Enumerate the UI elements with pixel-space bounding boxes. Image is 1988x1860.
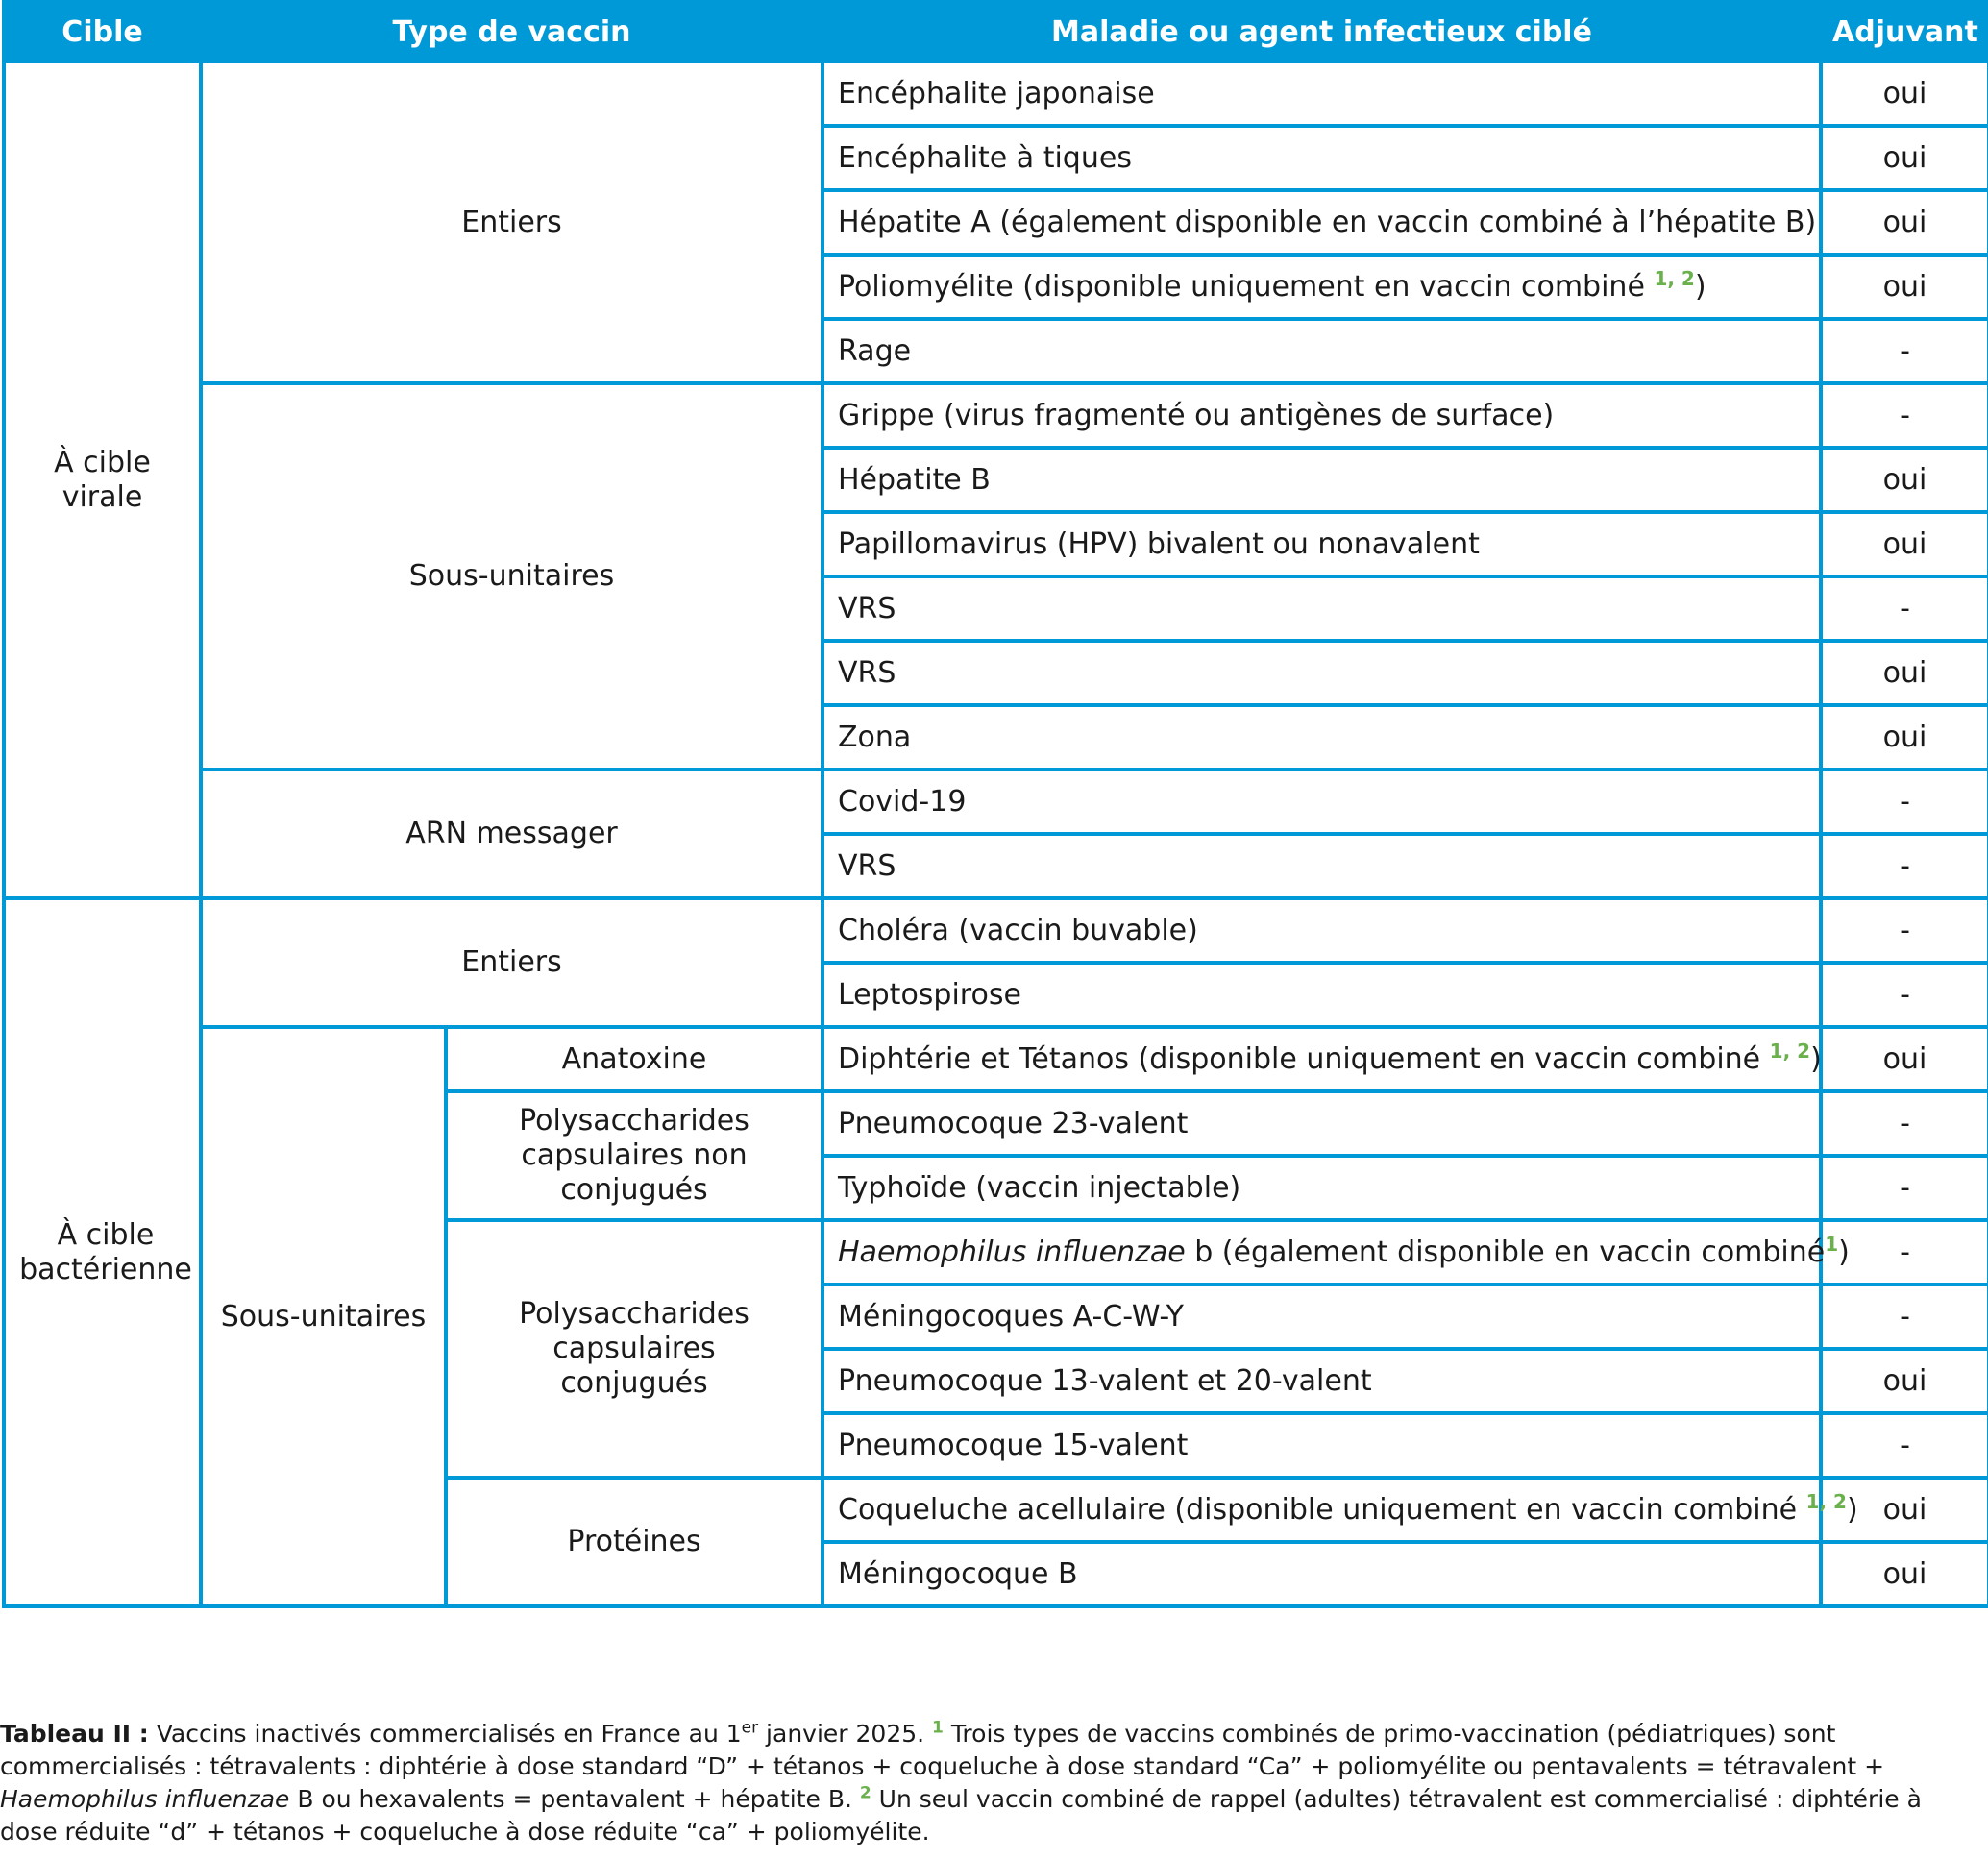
adjuvant-cell: oui (1821, 512, 1988, 576)
group-bacterienne: À cible bactérienne (4, 898, 201, 1606)
disease-name: Diphtérie et Tétanos (disponible uniquement en vaccin combiné (838, 1041, 1770, 1076)
disease-italic: Haemophilus influenzae (838, 1235, 1186, 1269)
disease-cell (822, 898, 1821, 963)
adjuvant-cell: - (1821, 1091, 1988, 1156)
disease-name: VRS (838, 655, 896, 690)
header-maladie: Maladie ou agent infectieux ciblé (822, 2, 1821, 61)
disease-name: Encéphalite japonaise (838, 76, 1155, 110)
disease-name: Encéphalite à tiques (838, 140, 1132, 175)
header-adjuvant: Adjuvant (1821, 2, 1988, 61)
disease-name: Poliomyélite (disponible uniquement en vaccin combiné (838, 269, 1655, 304)
caption-text: B ou hexavalents = pentavalent + hépatite B. (289, 1785, 860, 1813)
header-cible: Cible (4, 2, 201, 61)
vaccine-table (2, 0, 1988, 1608)
adjuvant-cell: oui (1821, 61, 1988, 126)
disease-name: Pneumocoque 13-valent et 20-valent (838, 1363, 1372, 1398)
type-sous-unitaires-viral: Sous-unitaires (201, 383, 822, 770)
adjuvant-cell: oui (1821, 126, 1988, 190)
disease-cell (822, 1542, 1821, 1606)
caption-italic: Haemophilus influenzae (0, 1785, 290, 1813)
disease-name: b (également disponible en vaccin combiné (1185, 1235, 1826, 1269)
footnote-marker: 1 (1825, 1232, 1839, 1256)
disease-cell (822, 61, 1821, 126)
footnote-marker: 1, 2 (1654, 266, 1695, 290)
adjuvant-cell: - (1821, 576, 1988, 641)
adjuvant-cell: - (1821, 319, 1988, 383)
adjuvant-cell: oui (1821, 1027, 1988, 1091)
disease-name: Grippe (virus fragmenté ou antigènes de surface) (838, 398, 1555, 432)
disease-cell (822, 448, 1821, 512)
caption-text: janvier 2025. (758, 1720, 933, 1748)
disease-cell (822, 1220, 1850, 1285)
adjuvant-cell: oui (1821, 1542, 1988, 1606)
disease-cell (822, 126, 1821, 190)
disease-cell (822, 1091, 1821, 1156)
adjuvant-cell: - (1821, 383, 1988, 448)
adjuvant-cell: oui (1821, 448, 1988, 512)
disease-cell (822, 383, 1821, 448)
type-arn-messager: ARN messager (201, 770, 822, 898)
adjuvant-cell: - (1821, 834, 1988, 898)
disease-cell (822, 190, 1821, 255)
header-type: Type de vaccin (201, 2, 822, 61)
footnote-marker: 1, 2 (1769, 1039, 1811, 1063)
disease-name-suffix: ) (1838, 1235, 1850, 1269)
disease-name: Méningocoques A-C-W-Y (838, 1299, 1184, 1334)
disease-name-suffix: ) (1846, 1492, 1858, 1527)
adjuvant-cell: - (1821, 1285, 1988, 1349)
disease-cell (822, 1027, 1821, 1091)
disease-name: Typhoïde (vaccin injectable) (838, 1170, 1241, 1205)
disease-name: Pneumocoque 15-valent (838, 1428, 1189, 1462)
disease-cell (822, 512, 1821, 576)
disease-name: Leptospirose (838, 977, 1021, 1012)
caption-label: Tableau II : (0, 1720, 149, 1748)
disease-cell (822, 1156, 1821, 1220)
disease-cell (822, 1478, 1858, 1542)
table-caption (0, 1718, 1985, 1848)
disease-cell (822, 770, 1821, 834)
type-entiers-bacterien: Entiers (201, 898, 822, 1027)
disease-cell (822, 255, 1821, 319)
disease-cell (822, 319, 1821, 383)
disease-name: Coqueluche acellulaire (disponible uniquement en vaccin combiné (838, 1492, 1806, 1527)
group-virale: À cible virale (4, 61, 201, 898)
table-header-row (4, 2, 1988, 61)
disease-name: VRS (838, 848, 896, 883)
disease-cell (822, 576, 1821, 641)
caption-text: Trois types de vaccins combinés de primo-vaccination (pédiatriques) sont commercialisés : tétravalents : diphtérie à dose standard “D” + tétanos + coqueluche à dose standard “Ca” + poliomyélite ou pentavalents = tétravalent + (0, 1720, 1885, 1780)
caption-text: Vaccins inactivés commercialisés en France au 1 (148, 1720, 742, 1748)
disease-name: Papillomavirus (HPV) bivalent ou nonavalent (838, 526, 1480, 561)
subtype-polysaccharides-non-conjugues: Polysaccharides capsulaires non conjugués (446, 1091, 822, 1220)
adjuvant-cell: - (1821, 1220, 1988, 1285)
type-sous-unitaires-bacterien: Sous-unitaires (201, 1027, 446, 1606)
disease-name: Hépatite B (838, 462, 991, 497)
adjuvant-cell: - (1821, 770, 1988, 834)
subtype-polysaccharides-conjugues: Polysaccharides capsulaires conjugués (446, 1220, 822, 1478)
disease-cell (822, 1285, 1821, 1349)
caption-superscript-er: er (741, 1718, 759, 1738)
footnote-marker-2: 2 (859, 1783, 871, 1803)
adjuvant-cell: - (1821, 963, 1988, 1027)
disease-name: Covid-19 (838, 784, 967, 819)
footnote-marker: 1, 2 (1805, 1489, 1847, 1513)
disease-name: Zona (838, 720, 912, 754)
table-row (4, 898, 1988, 963)
adjuvant-cell: oui (1821, 705, 1988, 770)
adjuvant-cell: - (1821, 898, 1988, 963)
disease-name: Choléra (vaccin buvable) (838, 913, 1198, 947)
adjuvant-cell: oui (1821, 190, 1988, 255)
disease-name: Rage (838, 333, 912, 368)
disease-cell (822, 963, 1821, 1027)
adjuvant-cell: oui (1821, 1478, 1988, 1542)
subtype-proteines: Protéines (446, 1478, 822, 1606)
table-row (4, 383, 1988, 448)
subtype-anatoxine: Anatoxine (446, 1027, 822, 1091)
disease-name: VRS (838, 591, 896, 625)
table-row (4, 1027, 1988, 1091)
disease-cell (822, 1349, 1821, 1413)
adjuvant-cell: - (1821, 1413, 1988, 1478)
adjuvant-cell: oui (1821, 255, 1988, 319)
disease-name: Méningocoque B (838, 1556, 1078, 1591)
adjuvant-cell: oui (1821, 1349, 1988, 1413)
disease-name-suffix: ) (1694, 269, 1706, 304)
disease-cell (822, 1413, 1821, 1478)
caption-text: Un seul vaccin combiné de rappel (adultes) tétravalent est commercialisé : diphtérie à dose réduite “d” + tétanos + coqueluche à dose réduite “ca” + poliomyélite. (0, 1785, 1922, 1846)
footnote-marker-1: 1 (932, 1718, 944, 1738)
disease-name-suffix: ) (1810, 1041, 1822, 1076)
disease-name: Hépatite A (également disponible en vaccin combiné à l’hépatite B) (838, 205, 1817, 239)
type-entiers-viral: Entiers (201, 61, 822, 383)
disease-cell (822, 834, 1821, 898)
disease-cell (822, 641, 1821, 705)
adjuvant-cell: oui (1821, 641, 1988, 705)
table-row (4, 770, 1988, 834)
disease-cell (822, 705, 1821, 770)
disease-name: Pneumocoque 23-valent (838, 1106, 1189, 1140)
table-row (4, 61, 1988, 126)
adjuvant-cell: - (1821, 1156, 1988, 1220)
